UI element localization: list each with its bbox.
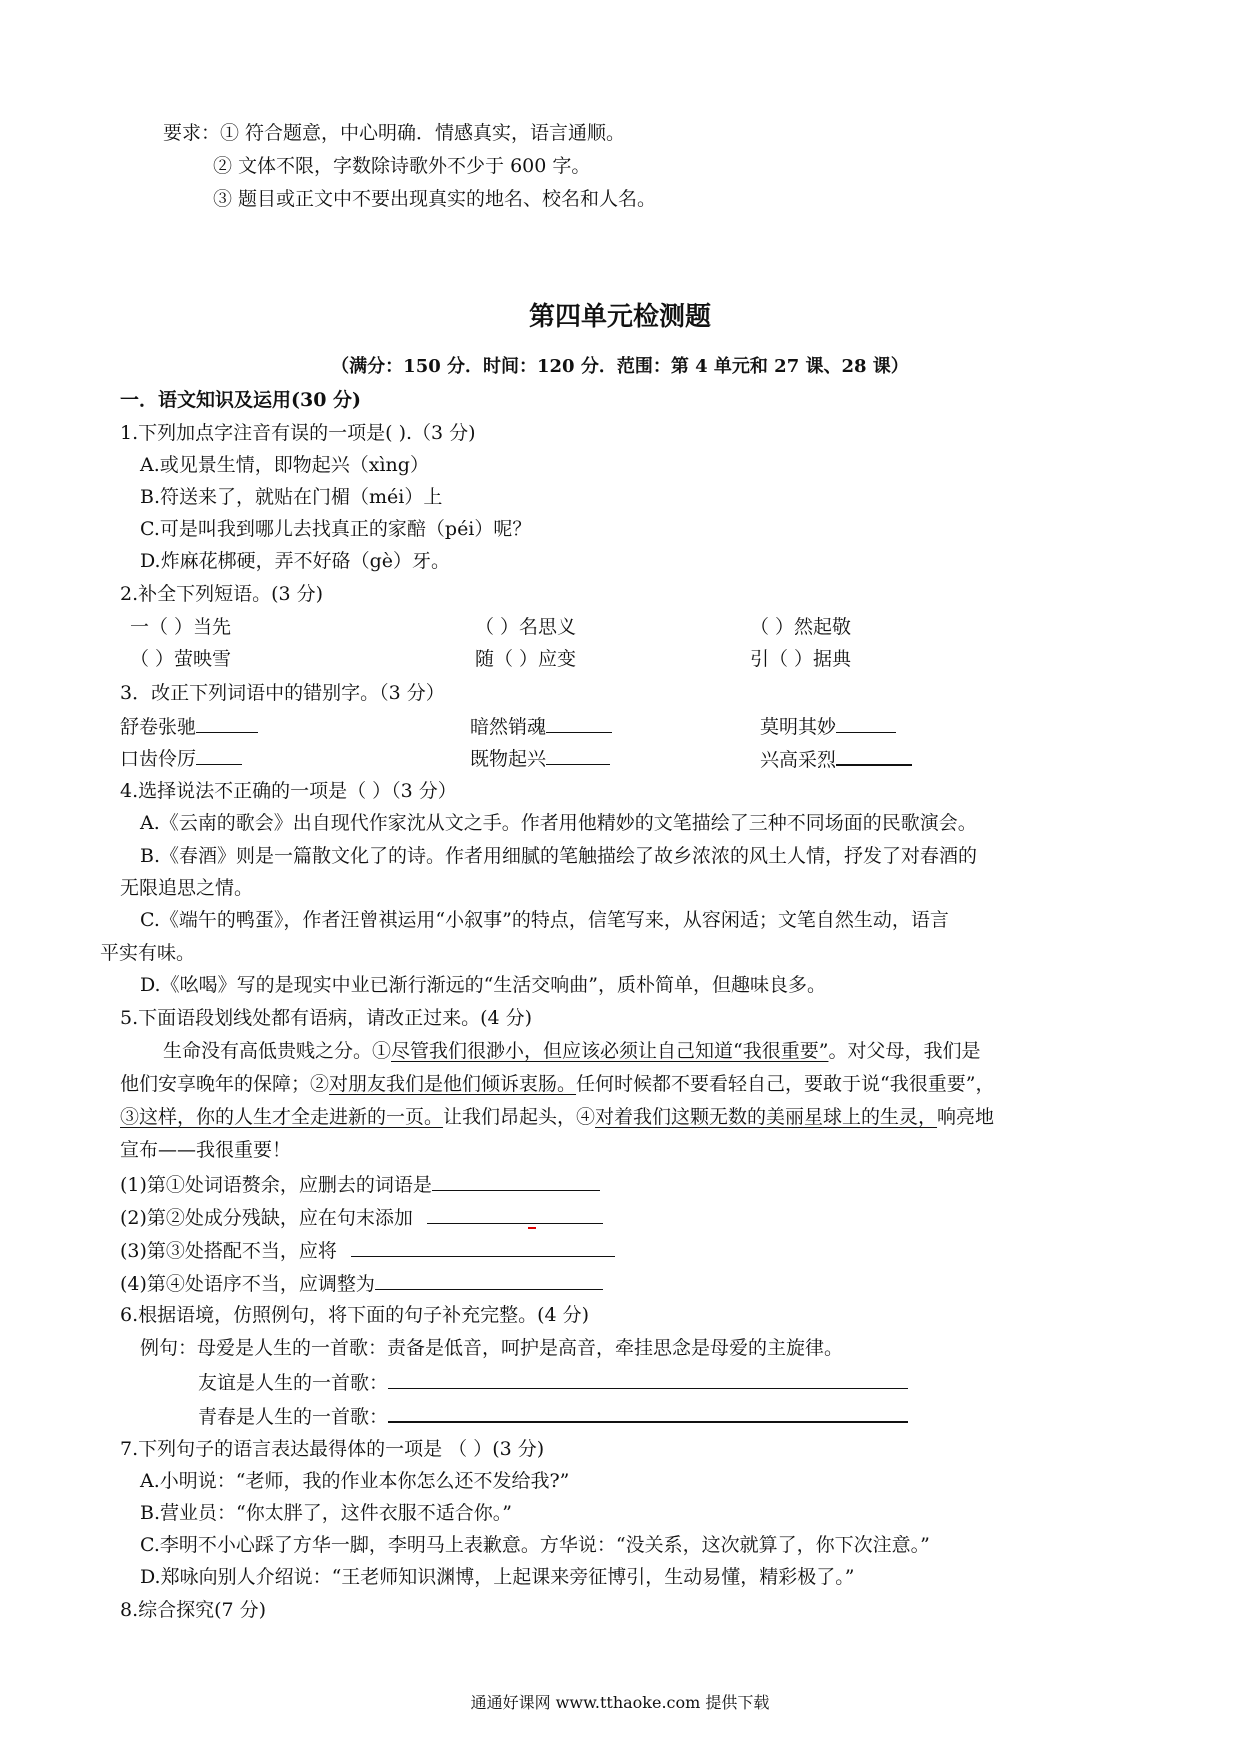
answer-blank[interactable] [351,1236,615,1257]
q1-stem: 1.下列加点字注音有误的一项是( ).（3 分) [120,422,476,444]
q1-option-b: B.符送来了，就贴在门楣（méi）上 [140,486,443,508]
q7-option-c: C.李明不小心踩了方华一脚，李明马上表歉意。方华说：“没关系，这次就算了，你下次注意。” [140,1534,930,1556]
q4-option-c-cont: 平实有味。 [100,942,196,964]
answer-blank[interactable] [196,744,242,765]
q2-item: （ ）名思义 [475,616,577,638]
answer-blank[interactable] [388,1368,908,1389]
q4-option-a: A.《云南的歌会》出自现代作家沈从文之手。作者用他精妙的文笔描绘了三种不同场面的民歌演会。 [140,812,977,834]
page-title: 第四单元检测题 [528,302,711,332]
q5-sub-question: (3)第③处搭配不当，应将 [120,1236,615,1264]
q7-stem: 7.下列句子的语言表达最得体的一项是 （ ）(3 分) [120,1438,545,1460]
q2-item: （ ）然起敬 [750,616,852,638]
q8-stem: 8.综合探究(7 分) [120,1599,267,1621]
answer-blank[interactable] [432,1170,600,1191]
q3-stem: 3．改正下列词语中的错别字。（3 分） [120,682,445,704]
requirement-1: 要求：① 符合题意，中心明确．情感真实，语言通顺。 [163,122,626,144]
answer-blank[interactable] [546,712,612,733]
q3-item: 既物起兴 [470,744,610,772]
red-mark [528,1227,536,1229]
q5-para-line: ③这样，你的人生才全走进新的一页。让我们昂起头，④对着我们这颗无数的美丽星球上的生灵，响亮地 [120,1106,995,1128]
q5-para-line: 宣布——我很重要！ [120,1139,292,1161]
answer-blank[interactable] [546,744,610,765]
answer-blank[interactable] [836,712,896,733]
q5-sub-question: (4)第④处语序不当，应调整为 [120,1269,603,1297]
requirement-3: ③ 题目或正文中不要出现真实的地名、校名和人名。 [213,188,657,210]
q7-option-a: A.小明说：“老师，我的作业本你怎么还不发给我?” [140,1470,570,1492]
q3-item: 莫明其妙 [760,712,896,740]
q3-item: 口齿伶厉 [120,744,242,772]
q6-stem: 6.根据语境，仿照例句，将下面的句子补充完整。(4 分) [120,1304,590,1326]
q1-option-a: A.或见景生情，即物起兴（xìng） [140,454,429,476]
q4-option-b: B.《春酒》则是一篇散文化了的诗。作者用细腻的笔触描绘了故乡浓浓的风土人情，抒发了对春酒的 [140,845,978,867]
q7-option-b: B.营业员：“你太胖了，这件衣服不适合你。” [140,1502,512,1524]
q4-option-d: D.《吆喝》写的是现实中业已渐行渐远的“生活交响曲”，质朴简单，但趣味良多。 [140,974,827,996]
q6-line-1: 友谊是人生的一首歌： [198,1368,908,1396]
q2-item: 引（ ）据典 [750,648,852,670]
q7-option-d: D.郑咏向别人介绍说：“王老师知识渊博，上起课来旁征博引，生动易懂，精彩极了。” [140,1566,855,1588]
q6-example: 例句：母爱是人生的一首歌：责备是低音，呵护是高音，牵挂思念是母爱的主旋律。 [140,1337,844,1359]
q5-para-line: 他们安享晚年的保障；②对朋友我们是他们倾诉衷肠。任何时候都不要看轻自己，要敢于说“我很重要”， [120,1073,995,1095]
q2-stem: 2.补全下列短语。(3 分) [120,583,324,605]
q2-item: （ ）萤映雪 [130,648,232,670]
answer-blank[interactable] [375,1269,603,1290]
q3-item: 暗然销魂 [470,712,612,740]
q4-option-b-cont: 无限追思之情。 [120,877,254,899]
answer-blank[interactable] [836,744,912,766]
answer-blank[interactable] [196,712,258,733]
q4-option-c: C.《端午的鸭蛋》，作者汪曾祺运用“小叙事”的特点，信笔写来，从容闲适；文笔自然生动，语言 [140,909,949,931]
q5-sub-question: (1)第①处词语赘余，应删去的词语是 [120,1170,600,1198]
answer-blank[interactable] [427,1203,603,1224]
q4-stem: 4.选择说法不正确的一项是（ ）（3 分） [120,780,457,802]
q5-stem: 5.下面语段划线处都有语病，请改正过来。(4 分) [120,1007,533,1029]
q5-sub-question: (2)第②处成分残缺，应在句末添加 [120,1203,603,1231]
q2-item: 一（ ）当先 [130,616,232,638]
section-heading: 一．语文知识及运用(30 分) [120,389,362,411]
q3-item: 舒卷张驰 [120,712,258,740]
q2-item: 随（ ）应变 [475,648,577,670]
q3-item: 兴高采烈 [760,744,912,773]
requirement-2: ② 文体不限，字数除诗歌外不少于 600 字。 [213,155,591,177]
q6-line-2: 青春是人生的一首歌： [198,1401,908,1430]
footer-credit: 通通好课网 www.tthaoke.com 提供下载 [470,1693,770,1712]
q1-option-c: C.可是叫我到哪儿去找真正的家醅（péi）呢？ [140,518,532,540]
q1-option-d: D.炸麻花梆硬，弄不好硌（gè）牙。 [140,550,451,572]
page-subtitle: （满分：150 分．时间：120 分．范围：第 4 单元和 27 课、28 课） [331,356,909,377]
answer-blank[interactable] [388,1401,908,1423]
q5-para-line: 生命没有高低贵贱之分。①尽管我们很渺小，但应该必须让自己知道“我很重要”。对父母，我们是 [163,1040,981,1062]
